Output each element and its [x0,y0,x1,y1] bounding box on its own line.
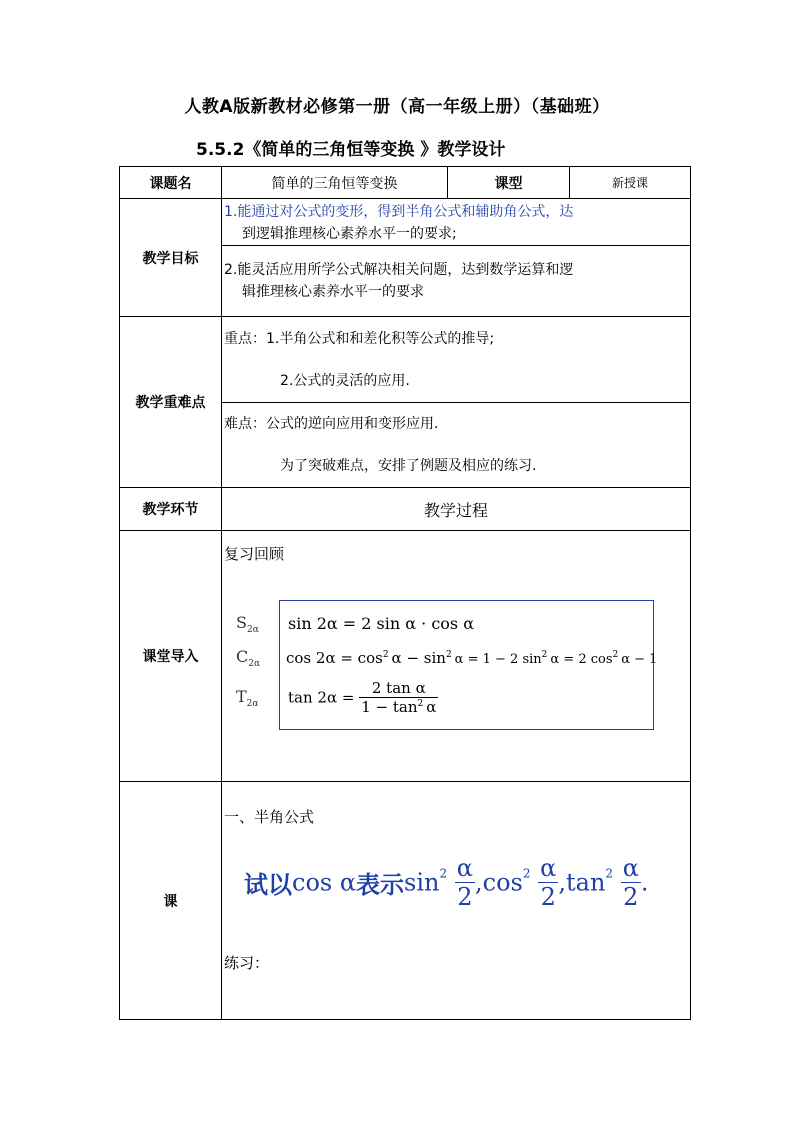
document-title: 人教A版新教材必修第一册（高一年级上册）（基础班） [184,97,610,117]
goal-1-text: 1.能通过对公式的变形，得到半角公式和辅助角公式，达 [224,204,574,220]
key-difficult-label: 教学重难点 [120,317,222,488]
goal-1-line-1 [224,201,690,223]
process-label: 教学过程 [222,488,691,531]
document-subtitle: 5.5.2《简单的三角恒等变换 》教学设计 [196,140,506,160]
difficult-points [222,403,691,488]
alpha-over-2-tan: $\frac{\alpha}{2}$ [622,854,639,911]
alpha-over-2-sin: $\frac{\alpha}{2}$ [456,854,473,911]
half-angle-prompt: 试以cos α表示$\sin^2$ $\frac{\alpha}{2}$ $,\cos^2$ $\frac{\alpha}{2}$ $,\tan^2$ $\frac{\alpha}{2}$ . [244,854,649,911]
phase-label: 教学环节 [120,488,222,531]
tan-fraction: $\frac{\text{2 tan α}}{1 - \tan^2 \alpha}$ [361,679,437,716]
double-angle-formula-box [279,600,658,730]
type-label: 课型 [448,167,570,199]
lesson-label: 课 [120,782,222,1020]
goal-2 [222,246,691,317]
difficult-line-2: 为了突破难点，安排了例题及相应的练习. [280,458,537,474]
goal-1-line-2: 到逻辑推理核心素养水平一的要求; [242,226,457,242]
type-value: 新授课 [570,167,691,199]
tan-double-formula: tan 2α = $\frac{\text{2 tan α}}{1 - \tan^2 \alpha}$ [288,679,437,716]
goals-label: 教学目标 [120,199,222,317]
intro-content [222,531,691,782]
key-line-2: 2.公式的灵活的应用. [280,372,410,389]
practice-label: 练习： [224,954,270,972]
s2a-label: $S_{2\alpha}$ [236,613,259,636]
half-angle-title: 一、半角公式 [224,808,315,826]
key-line-1: 重点：1.半角公式和和差化积等公式的推导; [224,330,495,347]
lesson-plan-table [119,166,691,1020]
c2a-label: $C_{2\alpha}$ [236,647,261,670]
alpha-over-2-cos: $\frac{\alpha}{2}$ [540,854,557,911]
lesson-content [222,782,691,1020]
goal-2-line-1: 2.能灵活应用所学公式解决相关问题，达到数学运算和逻 [224,262,574,278]
sin-double-formula: sin 2α = 2 sin α · cos α [288,614,475,633]
difficult-line-1: 难点：公式的逆向应用和变形应用. [224,416,439,432]
topic-value: 简单的三角恒等变换 [222,167,448,199]
review-title: 复习回顾 [224,545,285,563]
intro-label: 课堂导入 [120,531,222,782]
goal-2-line-2: 辑推理核心素养水平一的要求 [242,284,424,300]
key-points [222,317,691,403]
goal-1 [222,199,691,246]
cos-double-formula: $\cos 2\alpha = \cos^2 \alpha - \sin^2 \alpha = 1 - 2$ $\sin^2 \alpha = 2$ $\cos^2 \alpha - 1$ [286,649,658,667]
t2a-label: $T_{2\alpha}$ [236,687,259,710]
topic-label: 课题名 [120,167,222,199]
